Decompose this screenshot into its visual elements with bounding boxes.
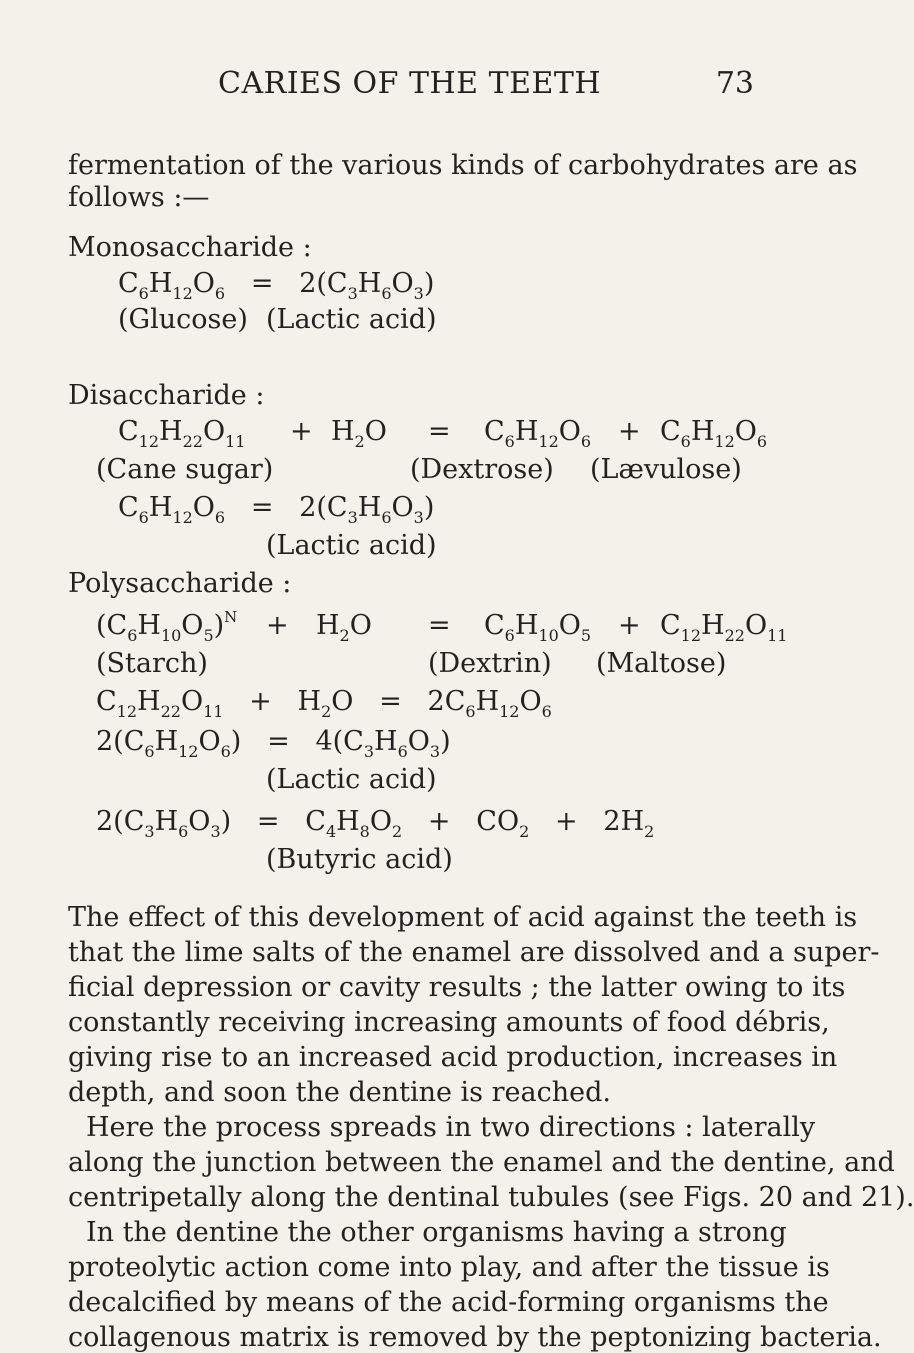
formula-dextrose: $C_6H_{12}O_6$ [484, 416, 592, 451]
formula-starch: $(C_6H_{10}O_5)^N$ [96, 608, 238, 645]
polysaccharide-equation-3: $2(C_6H_{12}O_6) = 4(C_3H_6O_3)$ [96, 726, 451, 761]
label-cane-sugar: (Cane sugar) [96, 454, 274, 485]
plus-sign: + [618, 610, 641, 641]
text-line: constantly receiving increasing amounts of food débris, [68, 1007, 830, 1038]
label-maltose: (Maltose) [596, 648, 727, 679]
polysaccharide-heading: Polysaccharide : [68, 568, 292, 599]
disaccharide-heading: Disaccharide : [68, 380, 265, 411]
plus-sign: + [290, 416, 313, 447]
text-line: In the dentine the other organisms having a strong [86, 1217, 787, 1248]
intro-line-2: follows :— [68, 182, 210, 213]
disaccharide-equation-2: $C_6H_{12}O_6 = 2(C_3H_6O_3)$ [118, 492, 435, 527]
label-butyric-acid: (Butyric acid) [266, 844, 453, 875]
plus-sign: + [618, 416, 641, 447]
formula-water: $H_2O$ [331, 416, 387, 451]
label-lactic-acid: (Lactic acid) [266, 764, 437, 795]
text-line: Here the process spreads in two directions : laterally [86, 1112, 816, 1143]
text-line: giving rise to an increased acid production, increases in [68, 1042, 838, 1073]
formula-cane-sugar: $C_{12}H_{22}O_{11}$ [118, 416, 246, 451]
text-line: along the junction between the enamel and the dentine, and [68, 1147, 895, 1178]
text-line: collagenous matrix is removed by the peptonizing bacteria. [68, 1322, 882, 1353]
monosaccharide-equation: $C_6H_{12}O_6 = 2(C_3H_6O_3)$ [118, 268, 435, 303]
monosaccharide-heading: Monosaccharide : [68, 232, 312, 263]
text-line: that the lime salts of the enamel are dissolved and a super- [68, 937, 880, 968]
label-dextrose: (Dextrose) [410, 454, 554, 485]
text-line: The effect of this development of acid against the teeth is [68, 902, 858, 933]
page-number: 73 [715, 66, 754, 101]
text-line: decalcified by means of the acid-forming organisms the [68, 1287, 829, 1318]
formula-dextrin: $C_6H_{10}O_5$ [484, 610, 592, 645]
formula-maltose: $C_{12}H_{22}O_{11}$ [660, 610, 788, 645]
text-line: depth, and soon the dentine is reached. [68, 1077, 611, 1108]
equals-sign: = [428, 610, 451, 641]
intro-line-1: fermentation of the various kinds of carbohydrates are as [68, 150, 858, 181]
polysaccharide-equation-4: $2(C_3H_6O_3) = C_4H_8O_2 + CO_2 + 2H_2$ [96, 806, 655, 841]
running-title: CARIES OF THE TEETH [218, 66, 602, 101]
polysaccharide-equation-2: $C_{12}H_{22}O_{11} + H_2O = 2C_6H_{12}O_6$ [96, 686, 552, 721]
text-line: proteolytic action come into play, and after the tissue is [68, 1252, 830, 1283]
page-header [0, 66, 801, 106]
text-line: centripetally along the dentinal tubules (see Figs. 20 and 21). [68, 1182, 914, 1213]
text-line: ficial depression or cavity results ; the latter owing to its [68, 972, 846, 1003]
equals-sign: = [428, 416, 451, 447]
label-lactic-acid: (Lactic acid) [266, 530, 437, 561]
formula-water: $H_2O$ [316, 610, 372, 645]
label-glucose: (Glucose) [118, 304, 248, 335]
formula-laevulose: $C_6H_{12}O_6$ [660, 416, 768, 451]
label-starch: (Starch) [96, 648, 208, 679]
label-lactic-acid: (Lactic acid) [266, 304, 437, 335]
plus-sign: + [266, 610, 289, 641]
label-laevulose: (Lævulose) [590, 454, 742, 485]
label-dextrin: (Dextrin) [428, 648, 552, 679]
